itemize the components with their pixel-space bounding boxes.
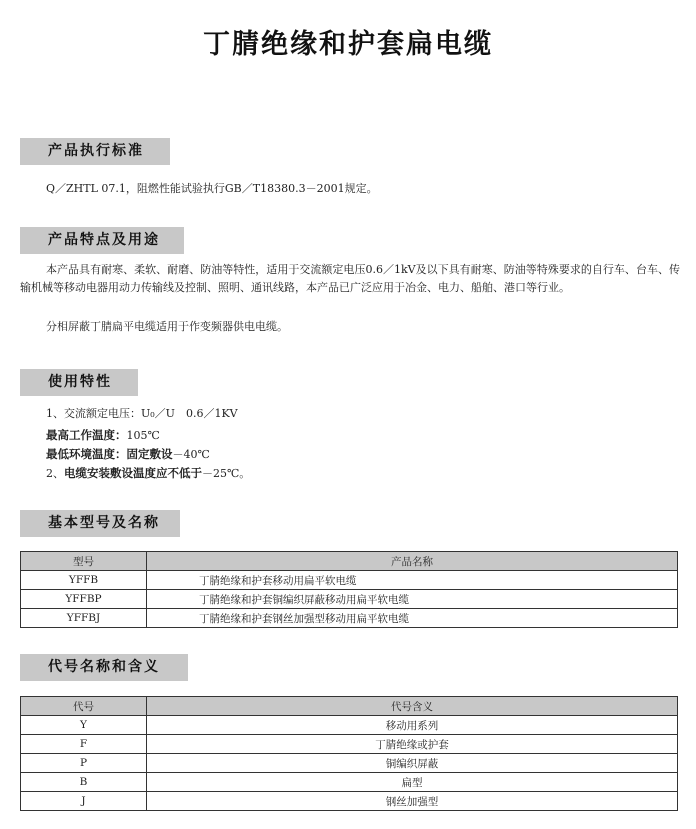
- usage-min-temperature-value: －40℃: [172, 448, 210, 461]
- table-row: [21, 590, 678, 609]
- usage-max-temperature: [46, 426, 666, 445]
- code-cell: J: [21, 792, 147, 811]
- model-cell: YFFB: [21, 571, 147, 590]
- table-row: [21, 735, 678, 754]
- product-name-cell: 丁腈绝缘和护套移动用扁平软电缆: [147, 571, 678, 590]
- code-cell: F: [21, 735, 147, 754]
- meaning-cell: 铜编织屏蔽: [147, 754, 678, 773]
- meaning-cell: 钢丝加强型: [147, 792, 678, 811]
- model-cell: YFFBJ: [21, 609, 147, 628]
- section-heading-codes: 代号名称和含义: [20, 654, 188, 681]
- column-header-meaning: 代号含义: [147, 697, 678, 716]
- table-row: [21, 571, 678, 590]
- usage-min-temperature-label: 最低环境温度：固定敷设: [46, 447, 173, 461]
- table-row: [21, 754, 678, 773]
- table-row: [21, 773, 678, 792]
- features-paragraph-2: 分相屏蔽丁腈扁平电缆适用于作变频器供电电缆。: [46, 320, 288, 333]
- code-cell: Y: [21, 716, 147, 735]
- section-heading-usage: 使用特性: [20, 369, 138, 396]
- usage-install-prefix: 2、: [46, 467, 64, 480]
- column-header-product-name: 产品名称: [147, 552, 678, 571]
- column-header-code: 代号: [21, 697, 147, 716]
- standard-text: Q／ZHTL 07.1，阻燃性能试验执行GB／T18380.3－2001规定。: [46, 182, 378, 195]
- product-name-cell: 丁腈绝缘和护套铜编织屏蔽移动用扁平软电缆: [147, 590, 678, 609]
- usage-max-temperature-label: 最高工作温度：: [46, 428, 127, 442]
- table-header-row: [21, 552, 678, 571]
- usage-install-label: 电缆安装敷设温度应不低于: [64, 466, 202, 480]
- features-paragraph: 本产品具有耐寒、柔软、耐磨、防油等特性，适用于交流额定电压0.6／1kV及以下具有耐寒、防油等特殊要求的自行车、台车、传输机械等移动电器用动力传输线及控制、照明、通讯线路，本产品已广泛应用于冶金、电力、船舶、港口等行业。: [20, 263, 680, 294]
- code-cell: P: [21, 754, 147, 773]
- product-name-cell: 丁腈绝缘和护套钢丝加强型移动用扁平软电缆: [147, 609, 678, 628]
- table-row: [21, 609, 678, 628]
- usage-install-temperature: [46, 464, 666, 483]
- meaning-cell: 移动用系列: [147, 716, 678, 735]
- table-header-row: [21, 697, 678, 716]
- column-header-model: 型号: [21, 552, 147, 571]
- section-heading-standard: 产品执行标准: [20, 138, 170, 165]
- table-row: [21, 792, 678, 811]
- table-row: [21, 716, 678, 735]
- usage-rated-voltage: 1、交流额定电压：U₀／U 0.6／1KV: [46, 407, 238, 420]
- section-heading-models: 基本型号及名称: [20, 510, 180, 537]
- code-cell: B: [21, 773, 147, 792]
- page-title: 丁腈绝缘和护套扁电缆: [203, 29, 493, 60]
- model-cell: YFFBP: [21, 590, 147, 609]
- meaning-cell: 丁腈绝缘或护套: [147, 735, 678, 754]
- meaning-cell: 扁型: [147, 773, 678, 792]
- usage-install-value: －25℃。: [202, 467, 251, 480]
- usage-max-temperature-value: 105℃: [126, 429, 160, 442]
- section-heading-features: 产品特点及用途: [20, 227, 184, 254]
- usage-min-temperature: [46, 445, 666, 464]
- codes-table: [20, 696, 678, 811]
- models-table: [20, 551, 678, 628]
